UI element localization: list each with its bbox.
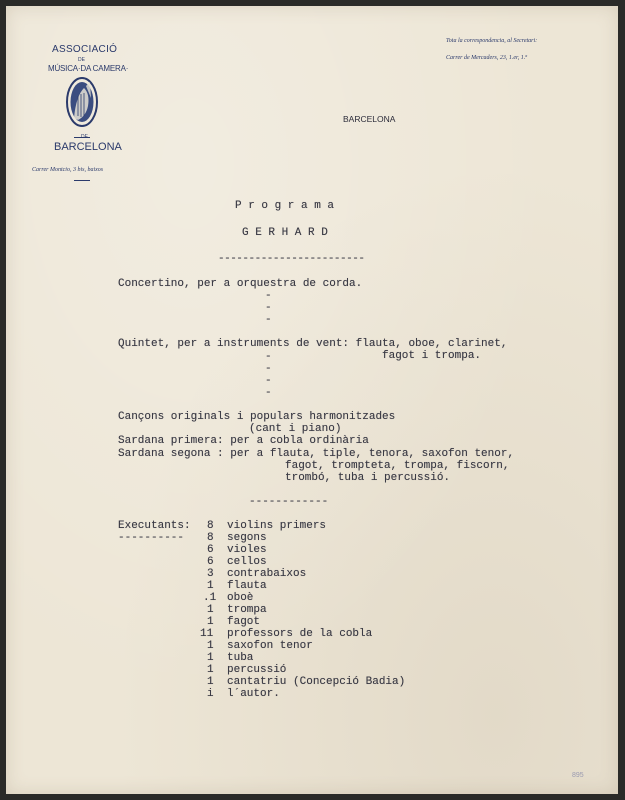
dash-mark: - bbox=[265, 375, 272, 387]
program-item-sardana-2-cont-2: trombó, tuba i percussió. bbox=[285, 472, 451, 484]
executant-count: i bbox=[207, 688, 214, 700]
program-item-quintet-cont: fagot i trompa. bbox=[382, 350, 482, 362]
program-item-quintet: Quintet, per a instruments de vent: flauta, oboe, clarinet, bbox=[118, 338, 508, 350]
program-item-sardana-1: Sardana primera: per a cobla ordinària bbox=[118, 435, 369, 447]
executant-count: 3 bbox=[207, 568, 214, 580]
correspondence-line-2: Carrer de Mercaders, 23, 1.er, 1.ª bbox=[446, 55, 527, 61]
letterhead-de-2: DE bbox=[81, 134, 88, 140]
executant-name: l´autor. bbox=[227, 688, 280, 700]
executants-label: Executants: bbox=[118, 520, 191, 532]
executants-rule: ---------- bbox=[118, 532, 185, 544]
header-city: BARCELONA bbox=[343, 114, 396, 124]
program-item-cancons-cont: (cant i piano) bbox=[249, 423, 342, 435]
executant-name: saxofon tenor bbox=[227, 640, 313, 652]
correspondence-line-1: Tota la correspondencia, al Secretari: bbox=[446, 38, 538, 44]
letterhead-musica: MÚSICA·DA CAMERA· bbox=[48, 64, 129, 73]
executant-count: 8 bbox=[207, 520, 214, 532]
executant-name: oboè bbox=[227, 592, 254, 604]
dash-mark: - bbox=[265, 302, 272, 314]
executant-count: 1 bbox=[207, 616, 214, 628]
separator-rule: ------------------------ bbox=[218, 253, 365, 265]
executant-name: fagot bbox=[227, 616, 261, 628]
page-number: 895 bbox=[572, 772, 584, 779]
executant-name: professors de la cobla bbox=[227, 628, 373, 640]
executant-name: violes bbox=[227, 544, 267, 556]
executant-count: 1 bbox=[207, 580, 214, 592]
program-item-sardana-2: Sardana segona : per a flauta, tiple, tenora, saxofon tenor, bbox=[118, 448, 515, 460]
executant-count: 1 bbox=[207, 604, 214, 616]
dash-mark: - bbox=[265, 290, 272, 302]
letterhead-rule-2 bbox=[74, 180, 90, 181]
letterhead-address: Carrer Montcio, 3 bis, baixos bbox=[32, 167, 104, 173]
executant-count: 6 bbox=[207, 544, 214, 556]
letterhead-association: ASSOCIACIÓ bbox=[52, 44, 118, 55]
executant-count: .1 bbox=[203, 592, 217, 604]
program-item-cancons: Cançons originals i populars harmonitzades bbox=[118, 411, 396, 423]
separator-rule-2: ------------ bbox=[249, 496, 329, 508]
program-title: P r o g r a m a bbox=[235, 200, 335, 212]
composer-name: G E R H A R D bbox=[242, 227, 328, 239]
executant-name: violins primers bbox=[227, 520, 327, 532]
lyre-emblem-icon bbox=[64, 76, 100, 128]
executant-count: 11 bbox=[200, 628, 214, 640]
executant-count: 8 bbox=[207, 532, 214, 544]
executant-name: segons bbox=[227, 532, 267, 544]
executant-name: cellos bbox=[227, 556, 267, 568]
executant-name: trompa bbox=[227, 604, 267, 616]
executant-name: flauta bbox=[227, 580, 267, 592]
executant-name: contrabaixos bbox=[227, 568, 307, 580]
program-item-sardana-2-cont: fagot, trompteta, trompa, fiscorn, bbox=[285, 460, 510, 472]
dash-mark: - bbox=[265, 363, 272, 375]
executant-count: 1 bbox=[207, 664, 214, 676]
executant-count: 1 bbox=[207, 652, 214, 664]
executant-count: 1 bbox=[207, 676, 214, 688]
letterhead-de: DE bbox=[78, 57, 85, 63]
executant-name: cantatriu (Concepció Badia) bbox=[227, 676, 406, 688]
dash-mark: - bbox=[265, 351, 272, 363]
dash-mark: - bbox=[265, 387, 272, 399]
letterhead-barcelona: BARCELONA bbox=[54, 141, 122, 153]
executant-name: tuba bbox=[227, 652, 254, 664]
program-item-concertino: Concertino, per a orquestra de corda. bbox=[118, 278, 363, 290]
executant-count: 6 bbox=[207, 556, 214, 568]
document-page bbox=[6, 6, 618, 794]
dash-mark: - bbox=[265, 314, 272, 326]
executant-count: 1 bbox=[207, 640, 214, 652]
executant-name: percussió bbox=[227, 664, 287, 676]
